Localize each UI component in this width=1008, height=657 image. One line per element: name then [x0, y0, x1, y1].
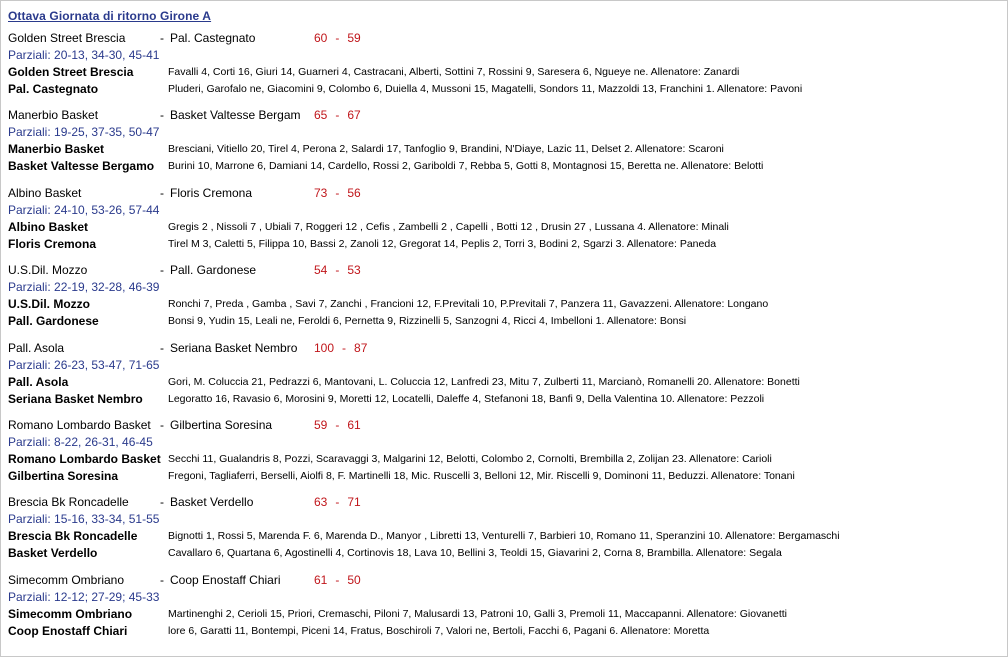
- away-team-name: Floris Cremona: [170, 186, 253, 200]
- home-team-name: Manerbio Basket: [8, 108, 99, 122]
- score-dash: -: [335, 418, 340, 432]
- away-score: 61: [347, 418, 361, 432]
- final-score: [314, 31, 361, 46]
- home-score: 65: [314, 108, 328, 122]
- away-roster-players: Pluderi, Garofalo ne, Giacomini 9, Colombo 6, Duiella 4, Mussoni 15, Magatelli, Sondors 11, Mazzoldi 13, Franchini 1. Allenatore: Pavoni: [168, 83, 803, 95]
- away-score: 59: [347, 31, 361, 45]
- home-roster-players: Secchi 11, Gualandris 8, Pozzi, Scaravaggi 3, Malgarini 12, Belotti, Colombo 2, Cornolti, Brembilla 2, Zolijan 23. Allenatore: Carioli: [168, 453, 772, 465]
- away-score: 50: [347, 573, 361, 587]
- away-roster-players: Legoratto 16, Ravasio 6, Morosini 9, Moretti 12, Locatelli, Daleffe 4, Stefanoni 18, Banfi 9, Della Valentina 10. Allenatore: Pezzoli: [168, 393, 765, 405]
- home-team-name: Pall. Asola: [8, 341, 65, 355]
- home-team-name: Romano Lombardo Basket: [8, 418, 151, 432]
- separator-dash: -: [160, 263, 164, 277]
- home-score: 60: [314, 31, 328, 45]
- score-dash: -: [342, 341, 347, 355]
- game-block: [8, 186, 998, 254]
- home-roster-team: Pall. Asola: [8, 375, 69, 389]
- separator-dash: -: [160, 108, 164, 122]
- away-roster-team: Seriana Basket Nembro: [8, 392, 143, 406]
- home-roster-players: Favalli 4, Corti 16, Giuri 14, Guarneri 4, Castracani, Alberti, Sottini 7, Rossini 9, Saresera 6, Ngueye ne. Allenatore: Zanardi: [168, 66, 740, 78]
- partial-scores: Parziali: 12-12; 27-29; 45-33: [8, 590, 160, 604]
- away-roster-team: Coop Enostaff Chiari: [8, 624, 128, 638]
- away-roster-players: Burini 10, Marrone 6, Damiani 14, Cardello, Rossi 2, Gariboldi 7, Rebba 5, Gotti 8, Montagnosi 15, Beretta ne. Allenatore: Belotti: [168, 160, 764, 172]
- partial-scores: Parziali: 26-23, 53-47, 71-65: [8, 358, 160, 372]
- separator-dash: -: [160, 31, 164, 45]
- game-block: [8, 31, 998, 99]
- away-roster-players: Cavallaro 6, Quartana 6, Agostinelli 4, Cortinovis 18, Lava 10, Bellini 3, Teoldi 15, Giavarini 2, Corna 8, Brambilla. Allenatore: Segala: [168, 547, 782, 559]
- game-block: [8, 418, 998, 486]
- game-block: [8, 495, 998, 563]
- home-roster-team: Romano Lombardo Basket: [8, 452, 161, 466]
- game-block: [8, 108, 998, 176]
- final-score: [314, 495, 361, 510]
- away-team-name: Coop Enostaff Chiari: [170, 573, 281, 587]
- away-roster-team: Floris Cremona: [8, 237, 97, 251]
- home-roster-team: Simecomm Ombriano: [8, 607, 133, 621]
- away-roster-players: Bonsi 9, Yudin 15, Leali ne, Feroldi 6, Pernetta 9, Rizzinelli 5, Sanzogni 4, Ricci 4, Imbelloni 1. Allenatore: Bonsi: [168, 315, 687, 327]
- away-roster-players: Tirel M 3, Caletti 5, Filippa 10, Bassi 2, Zanoli 12, Gregorat 14, Peplis 2, Torri 3, Bodini 2, Sgarzi 3. Allenatore: Paneda: [168, 238, 717, 250]
- home-roster-players: Bignotti 1, Rossi 5, Marenda F. 6, Marenda D., Manyor , Libretti 13, Venturelli 7, Barbieri 10, Romano 11, Speranzini 10. Allenatore: Bergamaschi: [168, 530, 840, 542]
- final-score: [314, 573, 361, 588]
- home-roster-players: Bresciani, Vitiello 20, Tirel 4, Perona 2, Salardi 17, Tanfoglio 9, Brandini, N'Diaye, Lazic 11, Delset 2. Allenatore: Scaroni: [168, 143, 724, 155]
- home-roster-team: U.S.Dil. Mozzo: [8, 297, 90, 311]
- home-roster-team: Brescia Bk Roncadelle: [8, 529, 138, 543]
- away-roster-team: Pall. Gardonese: [8, 314, 99, 328]
- partial-scores: Parziali: 20-13, 34-30, 45-41: [8, 48, 160, 62]
- away-roster-team: Pal. Castegnato: [8, 82, 99, 96]
- away-roster-team: Gilbertina Soresina: [8, 469, 119, 483]
- partial-scores: Parziali: 15-16, 33-34, 51-55: [8, 512, 160, 526]
- game-block: [8, 341, 998, 409]
- away-team-name: Basket Verdello: [170, 495, 254, 509]
- score-dash: -: [335, 31, 340, 45]
- home-score: 73: [314, 186, 328, 200]
- away-team-name: Gilbertina Soresina: [170, 418, 273, 432]
- final-score: [314, 341, 367, 356]
- home-roster-players: Martinenghi 2, Cerioli 15, Priori, Cremaschi, Piloni 7, Malusardi 13, Patroni 10, Galli 3, Premoli 11, Maccapanni. Allenatore: Giovanetti: [168, 608, 788, 620]
- score-dash: -: [335, 108, 340, 122]
- home-score: 54: [314, 263, 328, 277]
- away-roster-players: Fregoni, Tagliaferri, Berselli, Aiolfi 8, F. Martinelli 18, Mic. Ruscelli 3, Belloni 12, Mir. Riscelli 9, Dominoni 11, Beduzzi. Allenatore: Tonani: [168, 470, 795, 482]
- away-score: 56: [347, 186, 361, 200]
- away-team-name: Seriana Basket Nembro: [170, 341, 298, 355]
- home-score: 63: [314, 495, 328, 509]
- separator-dash: -: [160, 418, 164, 432]
- away-score: 53: [347, 263, 361, 277]
- away-team-name: Pall. Gardonese: [170, 263, 257, 277]
- home-roster-team: Golden Street Brescia: [8, 65, 134, 79]
- home-score: 61: [314, 573, 328, 587]
- score-dash: -: [335, 495, 340, 509]
- page-title[interactable]: Ottava Giornata di ritorno Girone A: [8, 9, 212, 23]
- score-dash: -: [335, 186, 340, 200]
- separator-dash: -: [160, 186, 164, 200]
- away-team-name: Pal. Castegnato: [170, 31, 256, 45]
- home-roster-players: Gori, M. Coluccia 21, Pedrazzi 6, Mantovani, L. Coluccia 12, Lanfredi 23, Mitu 7, Zulberti 11, Marcianò, Romanelli 20. Allenatore: Bonetti: [168, 376, 800, 388]
- partial-scores: Parziali: 8-22, 26-31, 46-45: [8, 435, 153, 449]
- score-dash: -: [335, 573, 340, 587]
- away-score: 67: [347, 108, 361, 122]
- partial-scores: Parziali: 19-25, 37-35, 50-47: [8, 125, 160, 139]
- away-score: 71: [347, 495, 361, 509]
- partial-scores: Parziali: 24-10, 53-26, 57-44: [8, 203, 160, 217]
- home-roster-team: Manerbio Basket: [8, 142, 105, 156]
- away-score: 87: [354, 341, 368, 355]
- home-team-name: Albino Basket: [8, 186, 82, 200]
- separator-dash: -: [160, 341, 164, 355]
- game-block: [8, 263, 998, 331]
- home-score: 59: [314, 418, 328, 432]
- home-team-name: U.S.Dil. Mozzo: [8, 263, 88, 277]
- home-team-name: Simecomm Ombriano: [8, 573, 125, 587]
- home-roster-team: Albino Basket: [8, 220, 89, 234]
- away-team-name: Basket Valtesse Bergam: [170, 108, 301, 122]
- final-score: [314, 186, 361, 201]
- home-roster-players: Ronchi 7, Preda , Gamba , Savi 7, Zanchi , Francioni 12, F.Previtali 10, P.Previtali 7, Panzera 11, Gavazzeni. Allenatore: Longano: [168, 298, 769, 310]
- away-roster-team: Basket Valtesse Bergamo: [8, 159, 155, 173]
- away-roster-players: lore 6, Garatti 11, Bontempi, Piceni 14, Fratus, Boschiroli 7, Valori ne, Bertoli, Facchi 6, Pagani 6. Allenatore: Moretta: [168, 625, 710, 637]
- final-score: [314, 263, 361, 278]
- partial-scores: Parziali: 22-19, 32-28, 46-39: [8, 280, 160, 294]
- home-roster-players: Gregis 2 , Nissoli 7 , Ubiali 7, Roggeri 12 , Cefis , Zambelli 2 , Capelli , Botti 12 , Drusin 27 , Lussana 4. Allenatore: Minali: [168, 221, 729, 233]
- game-block: [8, 573, 998, 641]
- separator-dash: -: [160, 495, 164, 509]
- separator-dash: -: [160, 573, 164, 587]
- away-roster-team: Basket Verdello: [8, 546, 98, 560]
- score-dash: -: [335, 263, 340, 277]
- home-score: 100: [314, 341, 335, 355]
- home-team-name: Brescia Bk Roncadelle: [8, 495, 129, 509]
- final-score: [314, 418, 361, 433]
- home-team-name: Golden Street Brescia: [8, 31, 126, 45]
- final-score: [314, 108, 361, 123]
